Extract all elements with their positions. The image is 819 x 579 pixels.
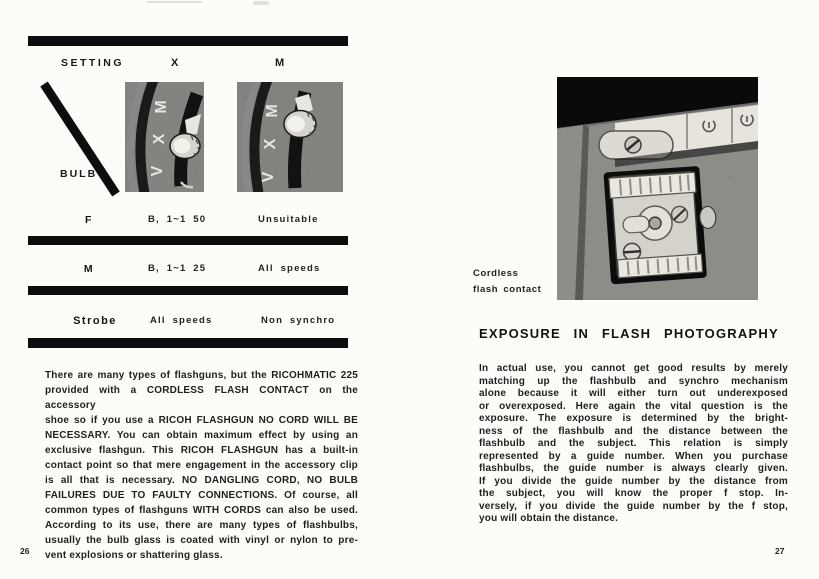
left-page-paragraph — [45, 368, 358, 563]
text-line: matching up the flashbulb and synchro mechanism — [479, 375, 788, 387]
text-line: common types of flashguns WITH CORDS can also be used. — [45, 505, 358, 516]
table-rule-bottom — [28, 338, 348, 348]
page-number-left: 26 — [20, 546, 30, 556]
text-line: represented by a guide number. When you purchase — [479, 450, 788, 462]
table-rule — [28, 286, 348, 295]
dial-label-x: X — [151, 133, 168, 145]
text-line: exposure. The exposure is determined by the bright- — [479, 413, 788, 424]
dial-photo-x-setting — [125, 82, 204, 192]
dial-label-m: M — [264, 104, 281, 118]
text-line: FAILURES DUE TO FAULTY CONNECTIONS. Of course, all — [45, 490, 358, 501]
text-line: you will obtain the distance. — [479, 513, 619, 524]
table-cell: B, 1~1 25 — [148, 263, 207, 274]
text-line: alone because it will either turn out underexposed — [479, 388, 788, 399]
text-line: There are many types of flashguns, but the RICOHMATIC 225 — [45, 370, 358, 381]
table-cell: Non synchro — [261, 315, 336, 326]
table-row-setting: F — [85, 214, 93, 226]
dial-label-v: V — [260, 171, 277, 183]
text-line: or overexposed. Here again the vital question is the — [479, 400, 788, 412]
text-line: flashbulb and the subject. This relation is simply — [479, 438, 788, 449]
table-rule — [28, 236, 348, 245]
dial-label-m: M — [153, 100, 170, 114]
dial-photo-m-setting — [237, 82, 343, 192]
text-line: is all that is necessary. NO DANGLING CORD, NO BULB — [45, 475, 358, 486]
text-line: flashbulbs, the guide number is always clearly given. — [479, 463, 788, 474]
text-line: contact point so that mere engagement in the accessory clip — [45, 460, 358, 471]
text-line: NECESSARY. You can obtain maximum effect by using an — [45, 430, 358, 441]
table-rule-top — [28, 36, 348, 46]
table-cell: Unsuitable — [258, 214, 319, 225]
text-line: the subject, you will know the proper f stop. In- — [479, 488, 788, 499]
cordless-flash-contact-photo — [557, 77, 758, 300]
text-line: If you divide the guide number by the distance from — [479, 475, 788, 487]
text-line: vent explosions or shattering glass. — [45, 550, 223, 561]
text-line: usually the bulb glass is coated with vinyl or nylon to pre- — [45, 535, 358, 546]
dial-label-x: X — [262, 138, 279, 150]
table-corner-bulb-label: BULB — [60, 168, 98, 180]
text-line: versely, if you divide the guide number by the f stop, — [479, 500, 788, 512]
right-page — [410, 0, 819, 579]
section-heading: EXPOSURE IN FLASH PHOTOGRAPHY — [479, 326, 779, 341]
table-row-setting: Strobe — [73, 315, 117, 327]
right-page-paragraph — [479, 363, 788, 526]
table-corner-setting-label: SETTING — [61, 57, 125, 69]
page-number-right: 27 — [775, 546, 785, 556]
text-line: In actual use, you cannot get good results by merely — [479, 363, 788, 374]
table-column-header-m: M — [275, 57, 286, 69]
corner-diagonal-rule — [38, 78, 122, 200]
dial-knob — [170, 134, 200, 159]
table-cell: All speeds — [150, 315, 213, 326]
table-column-header-x: X — [171, 57, 180, 69]
caption-line: flash contact — [473, 284, 542, 295]
photo-caption — [473, 266, 541, 298]
dial-label-v: V — [149, 165, 166, 177]
text-line: exclusive flashgun. This RICOH FLASHGUN has a built-in — [45, 445, 358, 456]
text-line: provided with a CORDLESS FLASH CONTACT on the accessory — [45, 385, 358, 411]
table-row-setting: M — [83, 263, 95, 275]
table-cell: All speeds — [258, 263, 321, 274]
table-cell: B, 1~1 50 — [148, 214, 207, 225]
caption-line: Cordless — [473, 268, 519, 279]
text-line: According to its use, there are many types of flashbulbs, — [45, 520, 358, 531]
text-line: shoe so if you use a RICOH FLASHGUN NO CORD WILL BE — [45, 415, 358, 426]
dial-knob — [284, 111, 316, 138]
text-line: ness of the flashbulb and the distance between the — [479, 425, 788, 437]
